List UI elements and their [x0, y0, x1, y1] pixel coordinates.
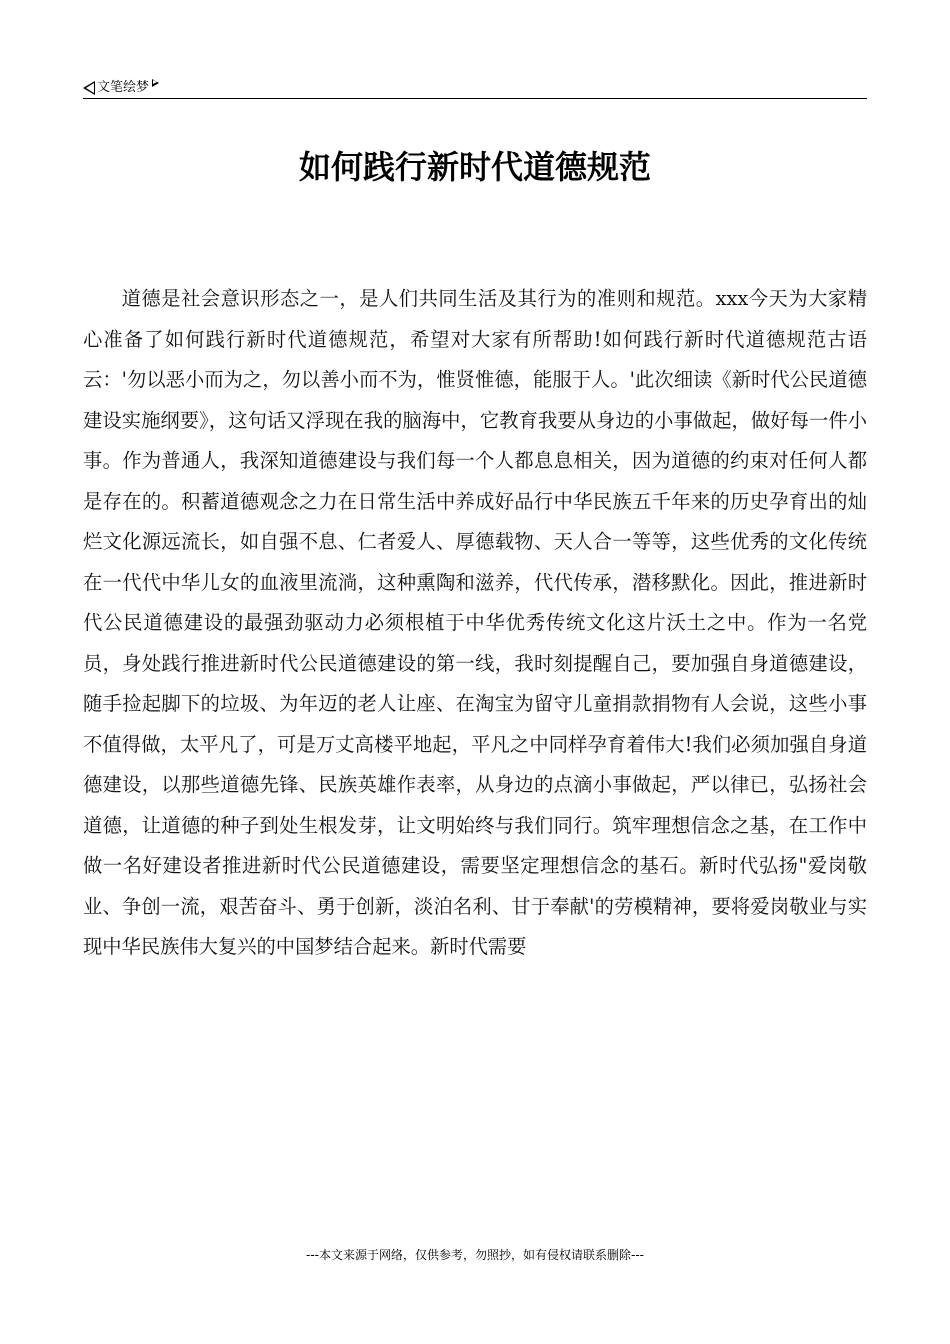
header-brand [83, 80, 159, 96]
document-title: 如何践行新时代道德规范 [298, 148, 651, 186]
left-triangle-icon [83, 81, 95, 95]
document-body: 道德是社会意识形态之一，是人们共同生活及其行为的准则和规范。xxx今天为大家精心准备了如何践行新时代道德规范，希望对大家有所帮助!如何践行新时代道德规范古语云：'勿以恶小而为之，勿以善小而不为，惟贤惟德，能服于人。'此次细读《新时代公民道德建设实施纲要》，这句话又浮现在我的脑海中，它教育我要从身边的小事做起，做好每一件小事。作为普通人，我深知道德建设与我们每一个人都息息相关，因为道德的约束对任何人都是存在的。积蓄道德观念之力在日常生活中养成好品行中华民族五千年来的历史孕育出的灿烂文化源远流长，如自强不息、仁者爱人、厚德载物、天人合一等等，这些优秀的文化传统在一代代中华儿女的血液里流淌，这种熏陶和滋养，代代传承，潜移默化。因此，推进新时代公民道德建设的最强劲驱动力必须根植于中华优秀传统文化这片沃土之中。作为一名党员，身处践行推进新时代公民道德建设的第一线，我时刻提醒自己，要加强自身道德建设，随手捡起脚下的垃圾、为年迈的老人让座、在淘宝为留守儿童捐款捐物有人会说，这些小事不值得做，太平凡了，可是万丈高楼平地起，平凡之中同样孕育着伟大!我们必须加强自身道德建设，以那些道德先锋、民族英雄作表率，从身边的点滴小事做起，严以律已，弘扬社会道德，让道德的种子到处生根发芽，让文明始终与我们同行。筑牢理想信念之基，在工作中做一名好建设者推进新时代公民道德建设，需要坚定理想信念的基石。新时代弘扬"爱岗敬业、争创一流，艰苦奋斗、勇于创新，淡泊名利、甘于奉献'的劳模精神，要将爱岗敬业与实现中华民族伟大复兴的中国梦结合起来。新时代需要 [83, 287, 867, 958]
page-header [83, 74, 867, 99]
footer-notice: ---本文来源于网络，仅供参考，勿照抄，如有侵权请联系删除--- [306, 1248, 644, 1262]
header-label: 文笔绘梦 [97, 80, 150, 95]
right-triangle-icon [152, 79, 159, 87]
